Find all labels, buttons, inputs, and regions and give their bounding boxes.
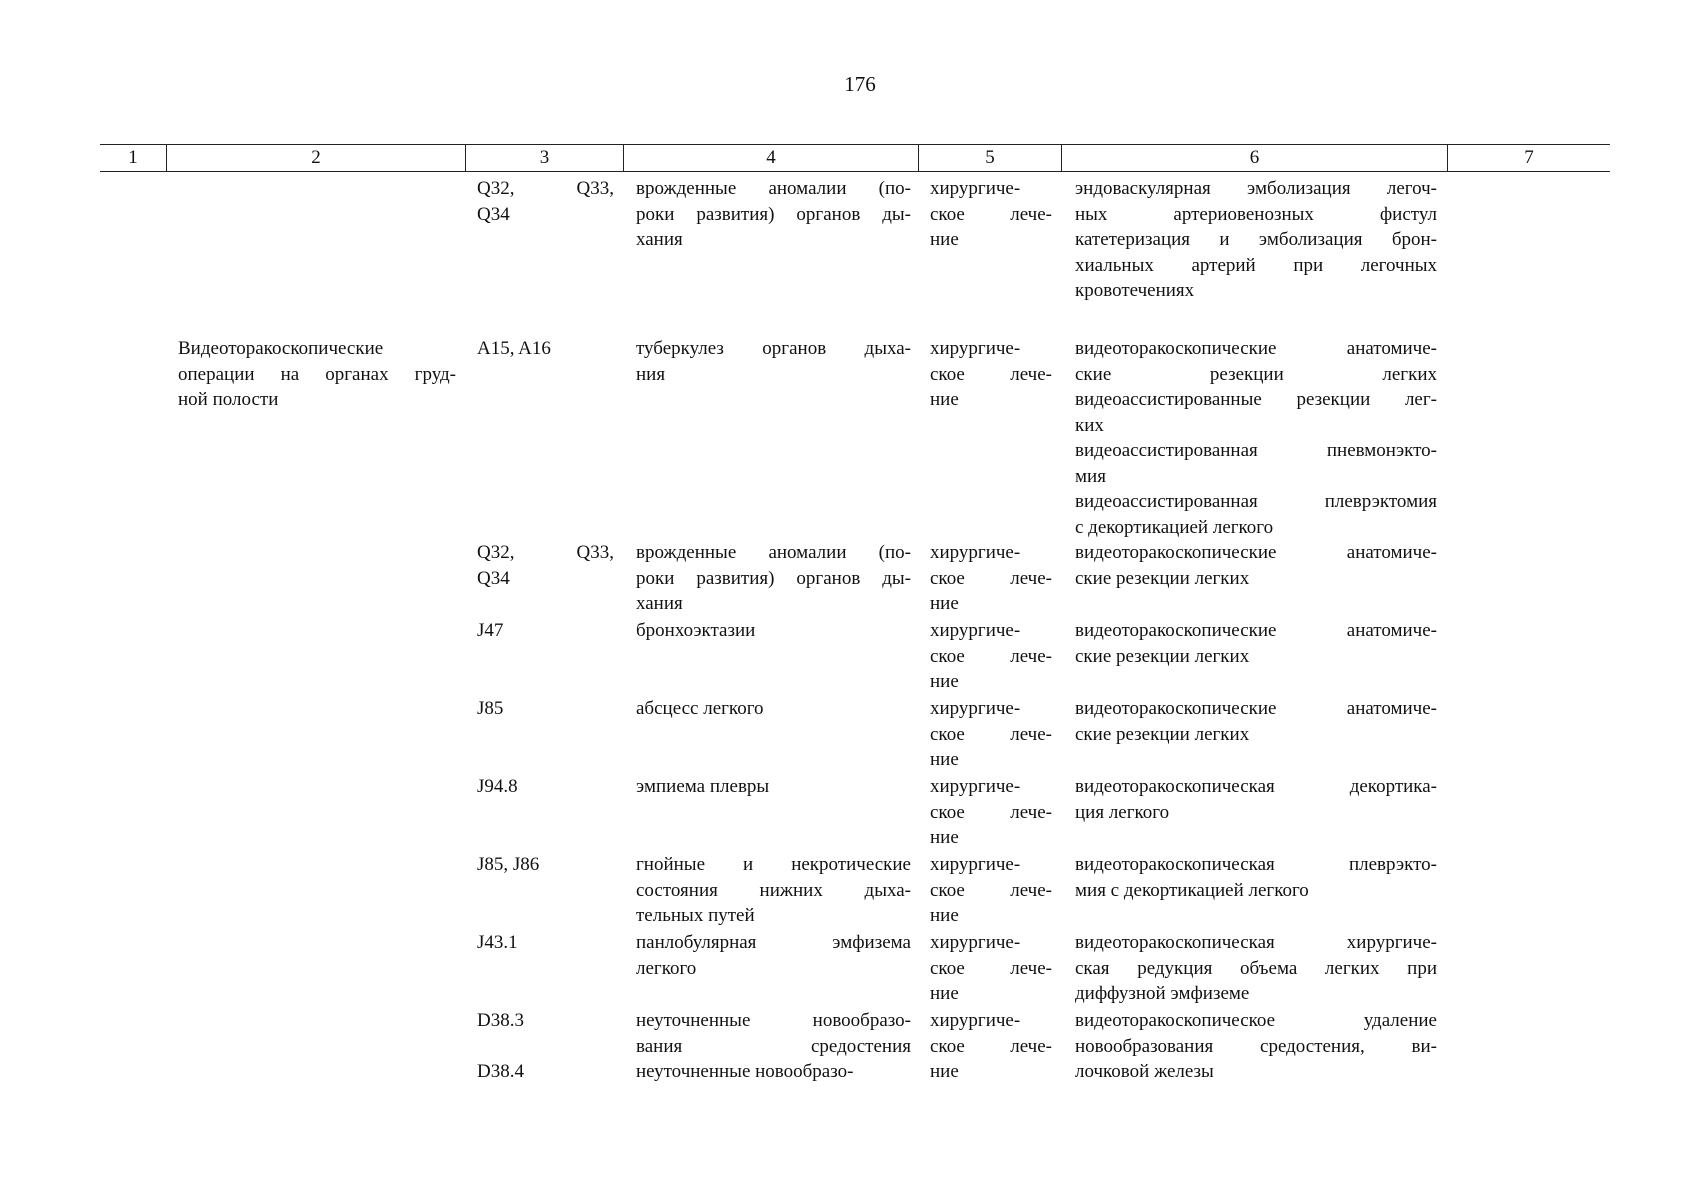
treatment-type-line: хирургиче- — [930, 932, 1021, 953]
treatment-methods-line: видеоторакоскопическая хирургиче- — [1075, 932, 1437, 953]
icd-codes-line: J85, J86 — [477, 854, 540, 875]
treatment-type-line: ние — [930, 593, 959, 614]
treatment-type-line: ское лече- — [930, 567, 1052, 589]
icd-codes-line — [477, 1034, 614, 1060]
treatment-type-line: ние — [930, 905, 959, 926]
treatment-methods-line: ких — [1075, 414, 1104, 436]
treatment-type-line: ние — [930, 389, 959, 410]
treatment-type-line: ние — [930, 983, 959, 1004]
treatment-type — [930, 930, 1052, 1007]
disease-model-line: легкого — [636, 957, 697, 979]
treatment-methods — [1075, 1008, 1437, 1085]
disease-model — [636, 930, 911, 981]
treatment-methods-line: лочковой железы — [1075, 1061, 1214, 1082]
disease-model-line: врожденные аномалии (по- — [636, 178, 911, 199]
treatment-methods-line: видеоторакоскопическая декортика- — [1075, 776, 1437, 797]
treatment-methods-line: видеоассистированная плеврэктомия — [1075, 491, 1437, 512]
disease-model-line: тельных путей — [636, 905, 755, 926]
disease-model-line: состояния нижних дыха- — [636, 879, 911, 901]
icd-codes-line: Q32, Q33, — [477, 542, 614, 563]
treatment-methods-line: ных артериовенозных фистул — [1075, 203, 1437, 225]
disease-model-line: абсцесс легкого — [636, 698, 764, 719]
treatment-methods-line: ские резекции легких — [1075, 723, 1250, 745]
treatment-methods — [1075, 774, 1437, 825]
disease-model-line: роки развития) органов ды- — [636, 567, 911, 589]
icd-codes-line: J85 — [477, 698, 504, 719]
treatment-type-line: хирургиче- — [930, 620, 1021, 641]
treatment-type-line: ние — [930, 1061, 959, 1082]
disease-model-line: неуточненные новообразо- — [636, 1010, 911, 1031]
treatment-methods-line: катетеризация и эмболизация брон- — [1075, 229, 1437, 250]
icd-codes-line: D38.4 — [477, 1061, 524, 1082]
treatment-type — [930, 540, 1052, 617]
disease-model-line: панлобулярная эмфизема — [636, 932, 911, 953]
disease-model — [636, 774, 911, 800]
treatment-methods-line: эндоваскулярная эмболизация легоч- — [1075, 178, 1437, 199]
treatment-methods — [1075, 930, 1437, 1007]
icd-codes-line: Q34 — [477, 567, 510, 589]
icd-codes — [477, 696, 614, 722]
icd-codes — [477, 774, 614, 800]
disease-model — [636, 1008, 911, 1085]
treatment-methods-line: ция легкого — [1075, 801, 1170, 823]
disease-model — [636, 176, 911, 253]
icd-codes-line: Q34 — [477, 203, 510, 225]
treatment-methods-line: видеоторакоскопические анатомиче- — [1075, 542, 1437, 563]
treatment-methods-line: кровотечениях — [1075, 280, 1195, 301]
treatment-methods-line: видеоассистированные резекции лег- — [1075, 389, 1437, 410]
treatment-methods — [1075, 852, 1437, 903]
treatment-methods-line: видеоторакоскопические анатомиче- — [1075, 698, 1437, 719]
treatment-type — [930, 336, 1052, 413]
treatment-methods-line: видеоторакоскопическая плеврэкто- — [1075, 854, 1437, 875]
treatment-type-line: ние — [930, 827, 959, 848]
treatment-type — [930, 176, 1052, 253]
treatment-methods-line: диффузной эмфиземе — [1075, 983, 1250, 1004]
treatment-type-line: ние — [930, 229, 959, 250]
column-header-5: 5 — [918, 145, 1061, 171]
disease-model-line: врожденные аномалии (по- — [636, 542, 911, 563]
column-header-3: 3 — [465, 145, 623, 171]
treatment-methods-line: ские резекции легких — [1075, 645, 1250, 667]
treatment-type — [930, 852, 1052, 929]
treatment-methods-line: ская редукция объема легких при — [1075, 957, 1437, 979]
disease-model — [636, 540, 911, 617]
section-title-line: Видеоторакоскопические — [178, 338, 384, 359]
treatment-methods — [1075, 176, 1437, 304]
disease-model — [636, 618, 911, 644]
treatment-type-line: ское лече- — [930, 363, 1052, 385]
icd-codes-line: D38.3 — [477, 1010, 524, 1031]
disease-model-line: вания средостения — [636, 1035, 911, 1057]
section-title — [178, 336, 456, 413]
treatment-methods — [1075, 696, 1437, 747]
disease-model-line: бронхоэктазии — [636, 620, 756, 641]
treatment-type — [930, 696, 1052, 773]
disease-model-line: хания — [636, 229, 683, 250]
treatment-type-line: хирургиче- — [930, 776, 1021, 797]
disease-model-line: неуточненные новообразо- — [636, 1061, 854, 1082]
treatment-methods-line: хиальных артерий при легочных — [1075, 254, 1437, 276]
treatment-methods-line: мия — [1075, 465, 1106, 487]
disease-model-line: ния — [636, 363, 666, 385]
treatment-type-line: ское лече- — [930, 203, 1052, 225]
treatment-methods-line: видеоассистированная пневмонэкто- — [1075, 440, 1437, 461]
treatment-type-line: ское лече- — [930, 879, 1052, 901]
treatment-type-line: хирургиче- — [930, 178, 1021, 199]
disease-model-line: гнойные и некротические — [636, 854, 911, 875]
treatment-type-line: ское лече- — [930, 1035, 1052, 1057]
icd-codes — [477, 176, 614, 227]
page-number: 176 — [844, 72, 876, 96]
disease-model — [636, 336, 911, 387]
treatment-methods-line: видеоторакоскопические анатомиче- — [1075, 338, 1437, 359]
treatment-methods — [1075, 540, 1437, 591]
treatment-type-line: хирургиче- — [930, 542, 1021, 563]
treatment-methods-line: видеоторакоскопические анатомиче- — [1075, 620, 1437, 641]
icd-codes-line: A15, A16 — [477, 338, 551, 359]
icd-codes — [477, 336, 614, 362]
treatment-methods — [1075, 618, 1437, 669]
icd-codes-line: J43.1 — [477, 932, 518, 953]
treatment-methods-line: с декортикацией легкого — [1075, 516, 1274, 538]
disease-model-line: хания — [636, 593, 683, 614]
treatment-type — [930, 1008, 1052, 1085]
column-header-2: 2 — [166, 145, 465, 171]
treatment-type-line: хирургиче- — [930, 1010, 1021, 1031]
column-header-4: 4 — [623, 145, 918, 171]
disease-model — [636, 852, 911, 929]
section-title-line: операции на органах груд- — [178, 363, 456, 385]
disease-model-line: эмпиема плевры — [636, 776, 770, 797]
treatment-type-line: ское лече- — [930, 645, 1052, 667]
disease-model — [636, 696, 911, 722]
icd-codes-line: Q32, Q33, — [477, 178, 614, 199]
disease-model-line: туберкулез органов дыха- — [636, 338, 911, 359]
table-header-row — [100, 144, 1610, 172]
treatment-methods — [1075, 336, 1437, 540]
icd-codes — [477, 618, 614, 644]
treatment-methods-line: новообразования средостения, ви- — [1075, 1035, 1437, 1057]
treatment-type-line: ское лече- — [930, 723, 1052, 745]
treatment-type-line: ское лече- — [930, 801, 1052, 823]
icd-codes — [477, 540, 614, 591]
column-header-1: 1 — [128, 147, 138, 168]
icd-codes — [477, 930, 614, 956]
treatment-type-line: хирургиче- — [930, 338, 1021, 359]
treatment-methods-line: ские резекции легких — [1075, 567, 1250, 589]
disease-model-line: роки развития) органов ды- — [636, 203, 911, 225]
section-title-line: ной полости — [178, 389, 279, 410]
treatment-type-line: хирургиче- — [930, 854, 1021, 875]
treatment-type-line: ние — [930, 749, 959, 770]
icd-codes-line: J47 — [477, 620, 504, 641]
treatment-methods-line: ские резекции легких — [1075, 363, 1437, 385]
treatment-type — [930, 774, 1052, 851]
treatment-type-line: ние — [930, 671, 959, 692]
treatment-type — [930, 618, 1052, 695]
treatment-type-line: ское лече- — [930, 957, 1052, 979]
treatment-type-line: хирургиче- — [930, 698, 1021, 719]
icd-codes — [477, 1008, 614, 1085]
column-header-6: 6 — [1061, 145, 1447, 171]
treatment-methods-line: видеоторакоскопическое удаление — [1075, 1010, 1437, 1031]
column-header-7: 7 — [1447, 145, 1610, 171]
treatment-methods-line: мия с декортикацией легкого — [1075, 879, 1309, 901]
icd-codes-line: J94.8 — [477, 776, 518, 797]
icd-codes — [477, 852, 614, 878]
